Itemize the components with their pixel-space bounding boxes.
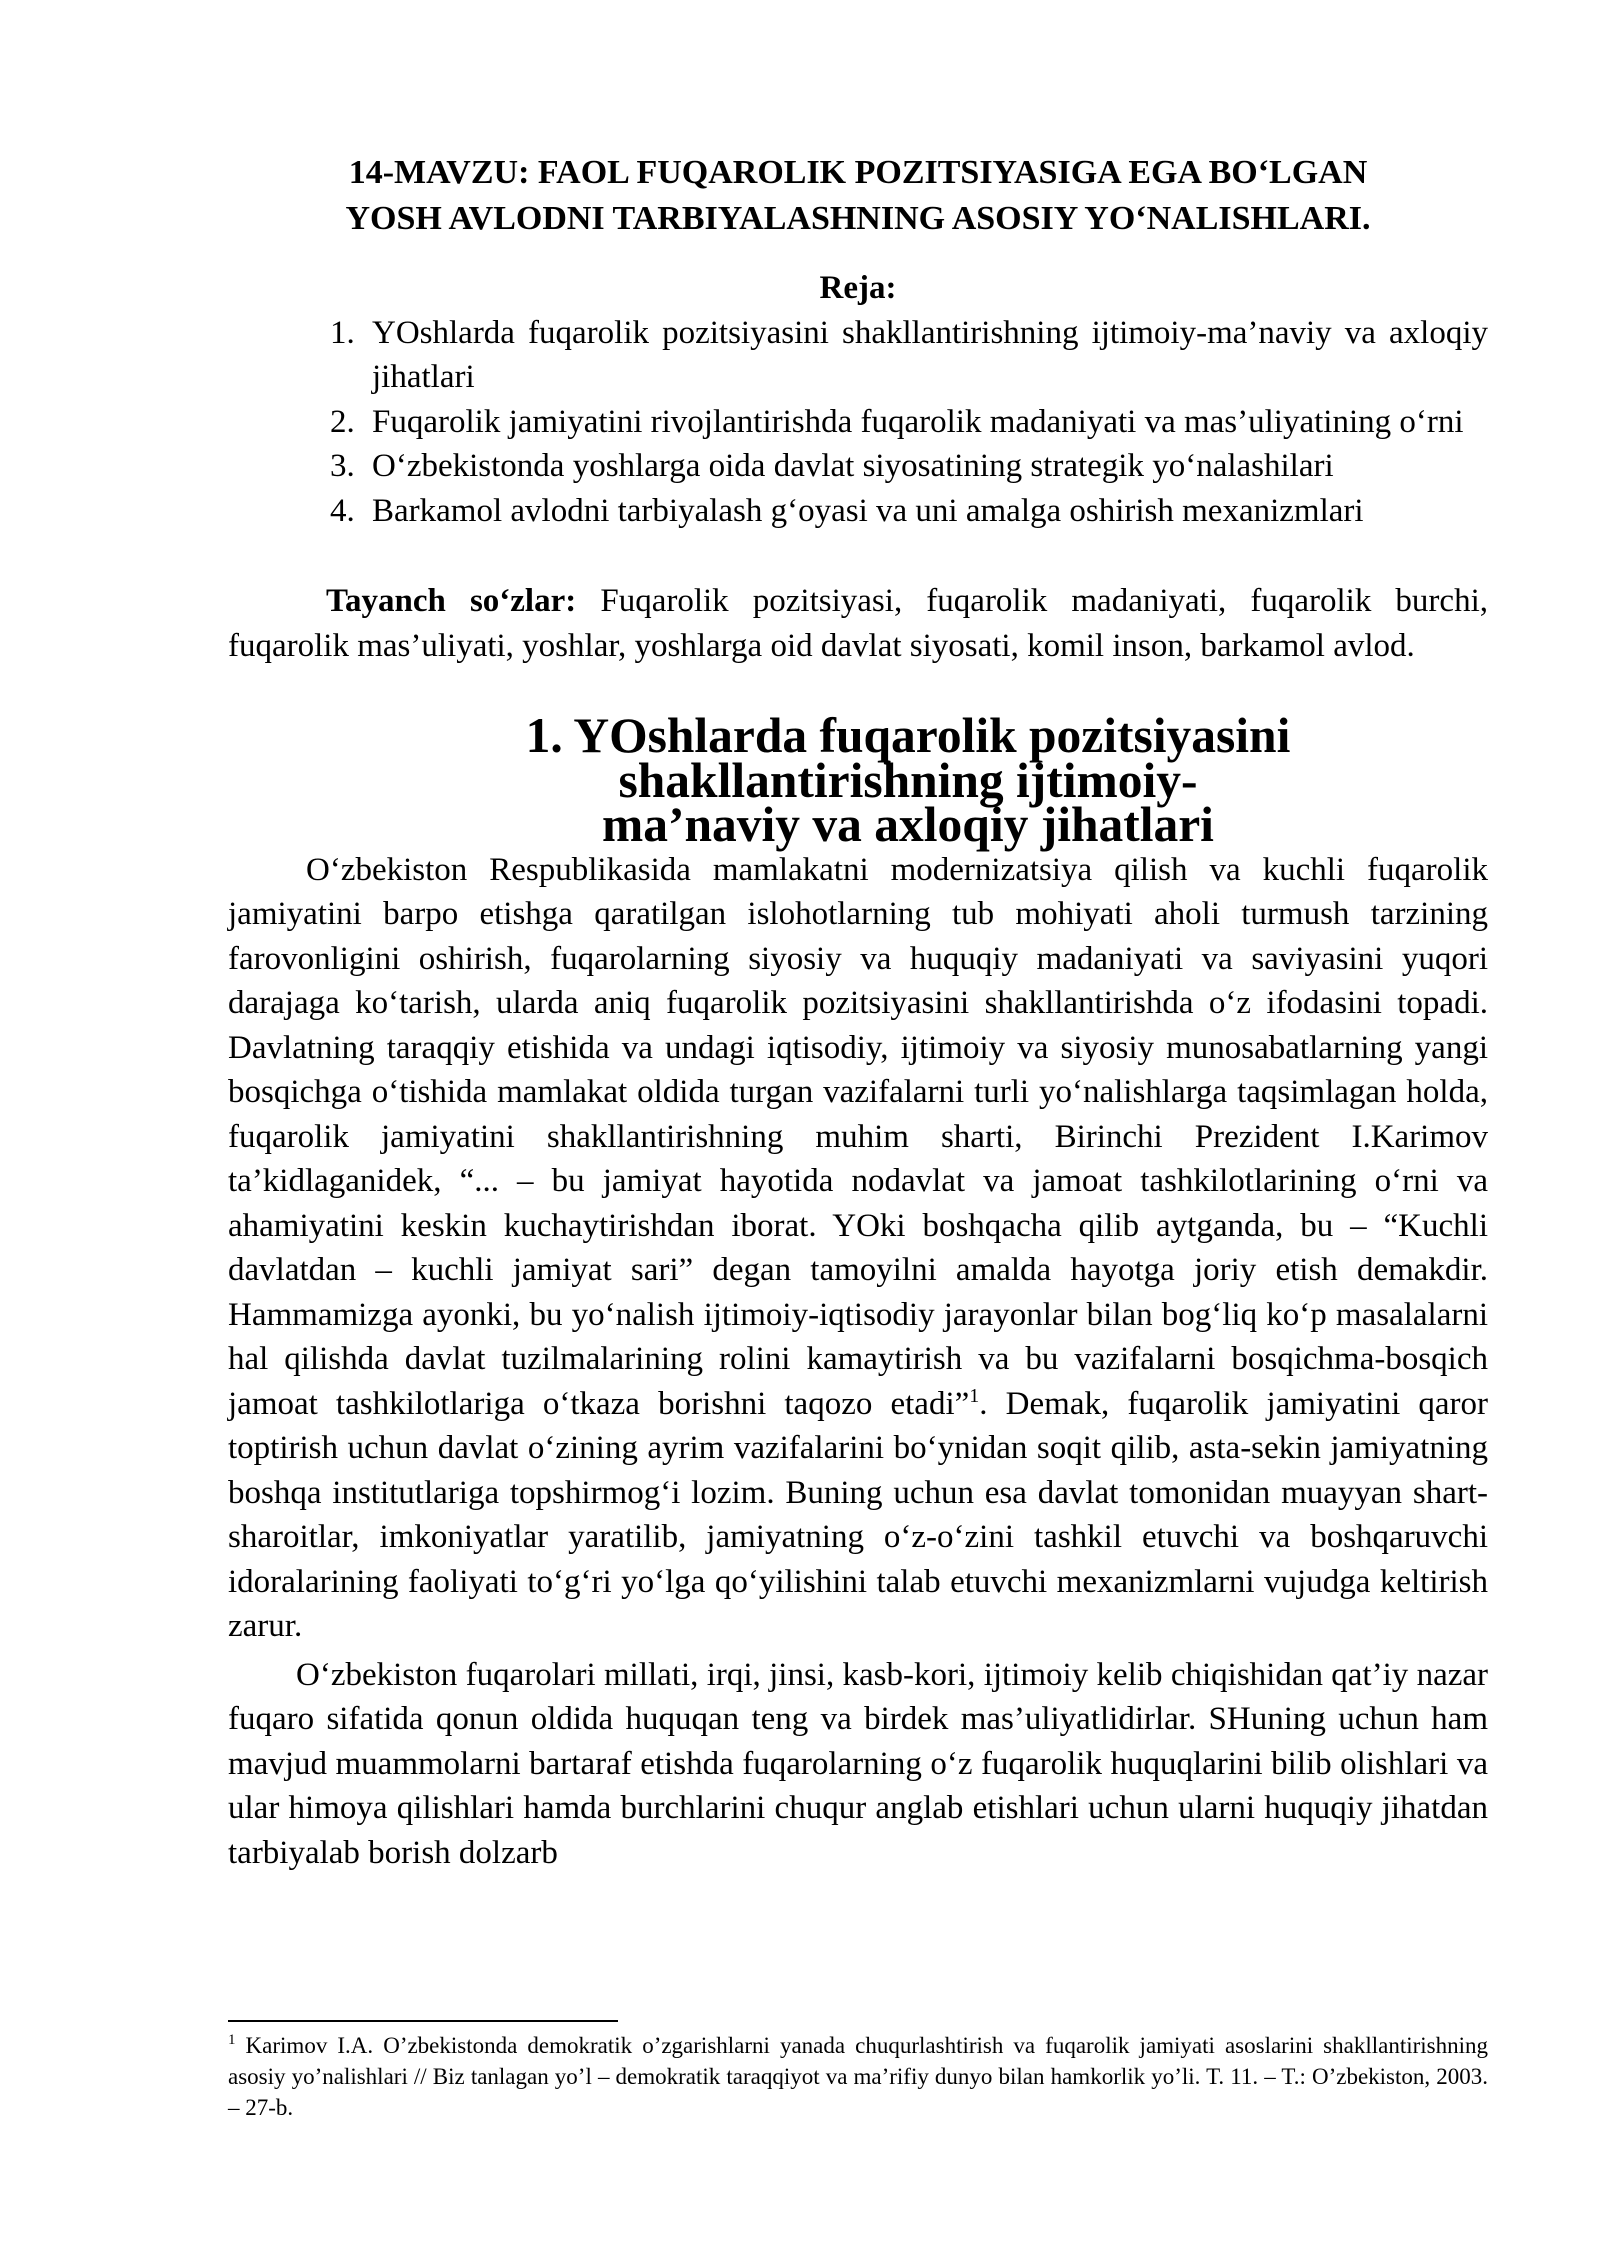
paragraph-text: . Demak, fuqarolik jamiyatini qaror toptirish uchun davlat o‘zining ayrim vazifalarini bo‘ynidan soqit qilib, asta-sekin jamiyatning boshqa institutlariga topshirmog‘i lozim. Buning uchun esa davlat tomonidan muayyan shart-sharoitlar, imkoniyatlar yaratilib, jamiyatning o‘z-o‘zini tashkil etuvchi va boshqaruvchi idoralarining faoliyati to‘g‘ri yo‘lga qo‘yilishini talab etuvchi mexanizmlarni vujudga keltirish zarur. [228,1385,1489,1644]
plan-item-number: 4. [330,492,355,529]
footnote-text: Karimov I.A. O’zbekistonda demokratik o’zgarishlarni yanada chuqurlashtirish va fuqarolik jamiyati asoslarini shakllantirishning asosiy yo’nalishlari // Biz tanlagan yo’l – demokratik taraqqiyot va ma’rifiy dunyo bilan hamkorlik yo’li. T. 11. – T.: O’zbekiston, 2003. – 27-b. [228,2033,1488,2120]
footnote-reference[interactable]: 1 [969,1384,980,1407]
plan-item-text: YOshlarda fuqarolik pozitsiyasini shakllantirishning ijtimoiy-ma’naviy va axloqiy jihatlari [372,314,1488,395]
paragraph-text: O‘zbekiston fuqarolari millati, irqi, jinsi, kasb-kori, ijtimoiy kelib chiqishidan qat’iy nazar fuqaro sifatida qonun oldida huquqan teng va birdek mas’uliyatlidirlar. SHuning uchun ham mavjud muammolarni bartaraf etishda fuqarolarning o‘z fuqarolik huquqlarini bilib olishlari va ular himoya qilishlari hamda burchlarini chuqur anglab etishlari uchun ularni huquqiy jihatdan tarbiyalab borish dolzarb [228,1656,1488,1871]
paragraph-text: O‘zbekiston Respublikasida mamlakatni modernizatsiya qilish va kuchli fuqarolik jamiyatini barpo etishga qaratilgan islohotlarning tub mohiyati aholi turmush tarzining farovonligini oshirish, fuqarolarning siyosiy va huquqiy madaniyati va saviyasini yuqori darajaga ko‘tarish, ularda aniq fuqarolik pozitsiyasini shakllantirishda o‘z ifodasini topadi. Davlatning taraqqiy etishida va undagi iqtisodiy, ijtimoiy va siyosiy munosabatlarning yangi bosqichga o‘tishida mamlakat oldida turgan vazifalarni turli yo‘nalishlarga taqsimlagan holda, fuqarolik jamiyatini shakllantirishning muhim sharti, Birinchi Prezident I.Karimov ta’kidlaganidek, “... – bu jamiyat hayotida nodavlat va jamoat tashkilotlarining o‘rni va ahamiyatini keskin kuchaytirishdan iborat. YOki boshqacha qilib aytganda, bu – “Kuchli davlatdan – kuchli jamiyat sari” degan tamoyilni amalda hayotga joriy etish demakdir. Hammamizga ayonki, bu yo‘nalish ijtimoiy-iqtisodiy jarayonlar bilan bog‘liq ko‘p masalalarni hal qilishda davlat tuzilmalarining rolini kamaytirish va bu vazifalarni bosqichma-bosqich jamoat tashkilotlariga o‘tkaza borishni taqozo etadi” [228,851,1488,1422]
document-body [228,150,1488,1875]
footnote-separator [228,2020,618,2022]
plan-item-text: Barkamol avlodni tarbiyalash g‘oyasi va uni amalga oshirish mexanizmlari [372,492,1364,529]
plan-item [228,311,1488,400]
section-heading-line-2: ma’naviy va axloqiy jihatlari [602,797,1214,852]
plan-list [228,311,1488,534]
keywords-paragraph [228,579,1488,668]
plan-item-number: 2. [330,403,355,440]
section-heading-line-1: 1. YOshlarda fuqarolik pozitsiyasini shakllantirishning ijtimoiy- [525,708,1291,808]
plan-heading: Reja: [819,270,897,306]
plan-item [228,444,1488,489]
body-paragraph-1 [228,848,1488,1649]
footnote [228,2030,1488,2123]
plan-item [228,489,1488,534]
plan-item-number: 1. [330,314,355,351]
plan-item-text: O‘zbekistonda yoshlarga oida davlat siyosatining strategik yo‘nalashilari [372,448,1334,484]
plan-item-number: 3. [330,448,355,484]
section-heading [228,708,1488,852]
footnote-number: 1 [228,2032,236,2048]
keywords-label: Tayanch so‘zlar: [326,583,577,619]
title-line-2: YOSH AVLODNI TARBIYALASHNING ASOSIY YO‘NALISHLARI. [345,200,1371,237]
body-paragraph-2 [228,1653,1488,1876]
plan-item [228,400,1488,445]
title-line-1: 14-MAVZU: FAOL FUQAROLIK POZITSIYASIGA EGA BO‘LGAN [348,154,1368,191]
plan-item-text: Fuqarolik jamiyatini rivojlantirishda fuqarolik madaniyati va mas’uliyatining o‘rni [372,403,1464,440]
document-title [228,150,1488,242]
keywords-text: Fuqarolik pozitsiyasi, fuqarolik madaniyati, fuqarolik burchi, fuqarolik mas’uliyati, yoshlar, yoshlarga oid davlat siyosati, komil inson, barkamol avlod. [228,583,1488,664]
